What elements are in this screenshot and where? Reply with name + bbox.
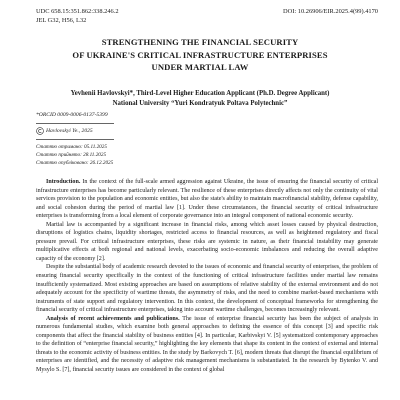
title-line: OF UKRAINE'S CRITICAL INFRASTRUCTURE ENTERPRISES: [72, 49, 328, 60]
title-line: STRENGTHENING THE FINANCIAL SECURITY: [101, 37, 299, 47]
date-published: Статтю опубліковано: 26.12.2025: [36, 160, 114, 167]
paragraph-text: Despite the substantial body of academic research devoted to the issues of economic and financial security of enterprises, the problem of ensuring financial security specifically in the context of the functioning of critical infrastructure facilities under martial law remains insufficiently systematized. Most existing approaches are based on assumptions of relative stability of the external environment and do not adequately account for the specificity of wartime threats, the asymmetry of risks, and the need to combine market-based mechanisms with instruments of state support and regulatory intervention. In this context, the development of conceptual frameworks for strengthening the financial security of critical infrastructure enterprises, taking into account wartime challenges, becomes increasingly relevant.: [36, 264, 378, 314]
orcid-id[interactable]: *ORCID 0009-0006-0137-5399: [36, 112, 108, 118]
author-block: [20, 89, 380, 108]
date-accepted: Статтю прийнято: 28.11.2025: [36, 152, 107, 159]
article-body: [36, 178, 378, 375]
copyright-line: [36, 127, 93, 135]
divider: [36, 123, 114, 124]
paragraph: [36, 263, 378, 314]
paragraph: [36, 178, 378, 221]
udc-code: UDC 658.15:351.862:338.246.2: [36, 8, 119, 15]
doi-link[interactable]: DOI: 10.26906/EIR.2025.4(99).4170: [283, 8, 378, 15]
paragraph: [36, 315, 378, 375]
jel-code: JEL G32, H56, L32: [36, 17, 87, 24]
date-received: Статтю отримано: 05.11.2025: [36, 144, 107, 150]
author-affiliation: National University “Yuri Kondratyuk Poltava Polytechnic”: [112, 99, 288, 107]
paragraph-text: Martial law is accompanied by a significant increase in financial risks, among which asset losses caused by physical destruction, disruptions of logistics chains, liquidity shortages, restricted access to financial resources, as well as heightened regulatory and fiscal pressure prevail. For critical infrastructure enterprises, these risks are systemic in nature, as their financial instability may generate multiplicative effects at both regional and national levels, exacerbating socio-economic imbalances and reducing the overall adaptive capacity of the economy [2].: [36, 221, 378, 262]
paragraph-text: The issue of enterprise financial security has been the subject of analysis in numerous fundamental studies, which examine both general approaches to defining the essence of this concept [3] and specific risk components that affect the financial stability of business entities [4]. In particular, Karbivskyi V. [5] systematized contemporary approaches to the definition of “enterprise financial security,” highlighting the key elements that shape its content in the context of external and internal threats to the economic activity of business entities. In the study by Barkovych T. [6], modern threats that disrupt the financial equilibrium of enterprises are identified, and the necessity of adaptive risk management mechanisms is substantiated. In the research by Bytenko V. and Mysylo S. [7], financial security issues are considered in the context of global: [36, 315, 379, 374]
paragraph-text: In the context of the full-scale armed aggression against Ukraine, the issue of ensuring the financial security of critical infrastructure enterprises has become particularly relevant. The resilience of these enterprises directly affects not only the continuity of vital services provision to the population and economic entities, but also the state's ability to maintain macrofinancial stability, defense capability, and social cohesion during the period of martial law [1]. Under these circumstances, the financial security of critical infrastructure enterprises is transforming from a local element of corporate governance into an integral component of national economic security.: [36, 179, 378, 220]
author-name-line: Yevhenii Havlovskyi*, Third-Level Higher Education Applicant (Ph.D. Degree Applicant): [70, 90, 330, 97]
section-heading: Introduction.: [46, 179, 81, 185]
divider: [36, 139, 114, 140]
section-heading: Analysis of recent achievements and publications.: [46, 315, 180, 322]
copyright-text: Havlovskyi Ye., 2025: [46, 128, 93, 134]
title-line: UNDER MARTIAL LAW: [151, 62, 249, 72]
publication-dates: [36, 143, 113, 168]
paragraph: [36, 221, 378, 264]
copyright-icon: [36, 127, 44, 135]
article-title: [20, 36, 380, 74]
